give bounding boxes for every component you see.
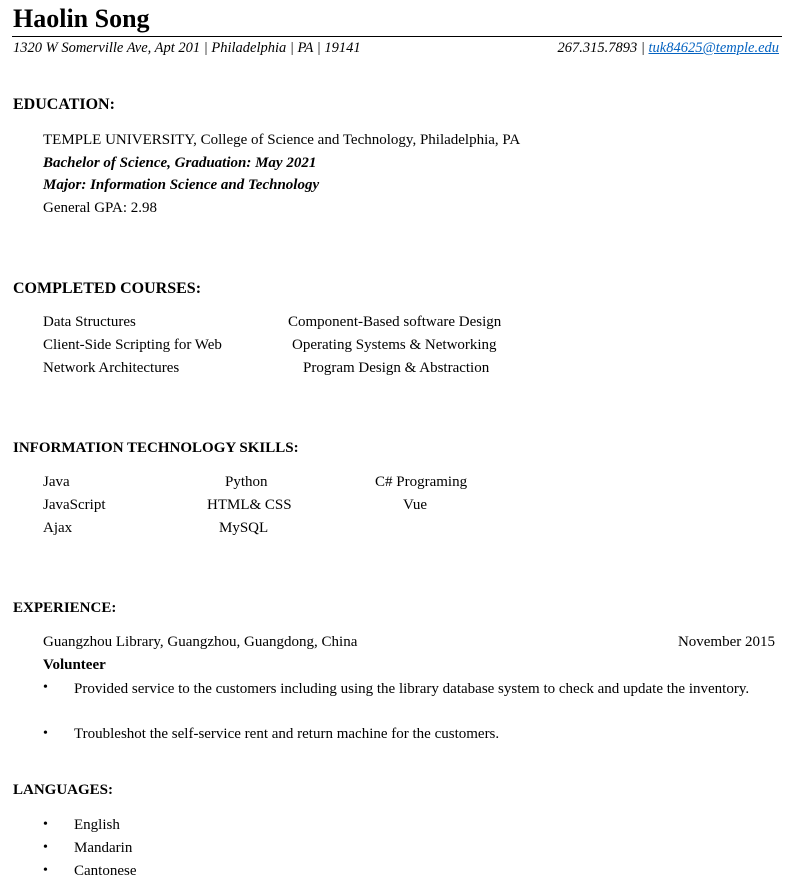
- course-item: Program Design & Abstraction: [303, 360, 490, 376]
- bullet-icon: •: [43, 863, 48, 878]
- experience-org: Guangzhou Library, Guangzhou, Guangdong, China: [43, 634, 358, 650]
- language-item: Mandarin: [74, 840, 133, 856]
- bullet-icon: •: [43, 817, 48, 832]
- course-item: Client-Side Scripting for Web: [43, 337, 222, 353]
- contact-line: [557, 39, 779, 57]
- experience-date: November 2015: [677, 634, 775, 650]
- experience-role: Volunteer: [43, 657, 106, 673]
- course-item: Network Architectures: [43, 360, 180, 376]
- skill-item: Ajax: [43, 520, 73, 536]
- skill-item: Java: [43, 474, 70, 490]
- skill-item: HTML& CSS: [207, 497, 292, 513]
- education-major: Major: Information Science and Technology: [43, 177, 320, 193]
- courses-heading: COMPLETED COURSES:: [13, 280, 202, 297]
- course-item: Data Structures: [43, 314, 136, 330]
- experience-bullet-text: Provided service to the customers including using the library database system to check and update the inventory.: [74, 681, 750, 697]
- course-item: Operating Systems & Networking: [292, 337, 497, 353]
- experience-bullet-text: Troubleshot the self-service rent and return machine for the customers.: [74, 726, 500, 742]
- skill-item: MySQL: [219, 520, 269, 536]
- skill-item: Python: [225, 474, 268, 490]
- education-school: TEMPLE UNIVERSITY, College of Science and Technology, Philadelphia, PA: [43, 132, 521, 148]
- bullet-icon: •: [43, 726, 48, 741]
- header-rule: [12, 36, 782, 37]
- address-line: 1320 W Somerville Ave, Apt 201 | Philadelphia | PA | 19141: [13, 40, 361, 56]
- education-heading: EDUCATION:: [13, 96, 115, 113]
- experience-heading: EXPERIENCE:: [13, 600, 117, 616]
- resume-name: Haolin Song: [13, 4, 150, 33]
- skill-item: Vue: [403, 497, 428, 513]
- email-link[interactable]: tuk84625@temple.edu: [648, 40, 779, 56]
- skills-heading: INFORMATION TECHNOLOGY SKILLS:: [13, 440, 299, 456]
- course-item: Component-Based software Design: [288, 314, 502, 330]
- education-gpa: General GPA: 2.98: [43, 200, 158, 216]
- contact-separator: |: [640, 40, 645, 56]
- bullet-icon: •: [43, 680, 48, 695]
- skill-item: JavaScript: [43, 497, 106, 513]
- language-item: Cantonese: [74, 863, 137, 879]
- bullet-icon: •: [43, 840, 48, 855]
- phone-number: 267.315.7893: [557, 40, 638, 56]
- skill-item: C# Programing: [375, 474, 468, 490]
- languages-heading: LANGUAGES:: [13, 782, 114, 798]
- education-degree: Bachelor of Science, Graduation: May 2021: [43, 155, 317, 171]
- language-item: English: [74, 817, 120, 833]
